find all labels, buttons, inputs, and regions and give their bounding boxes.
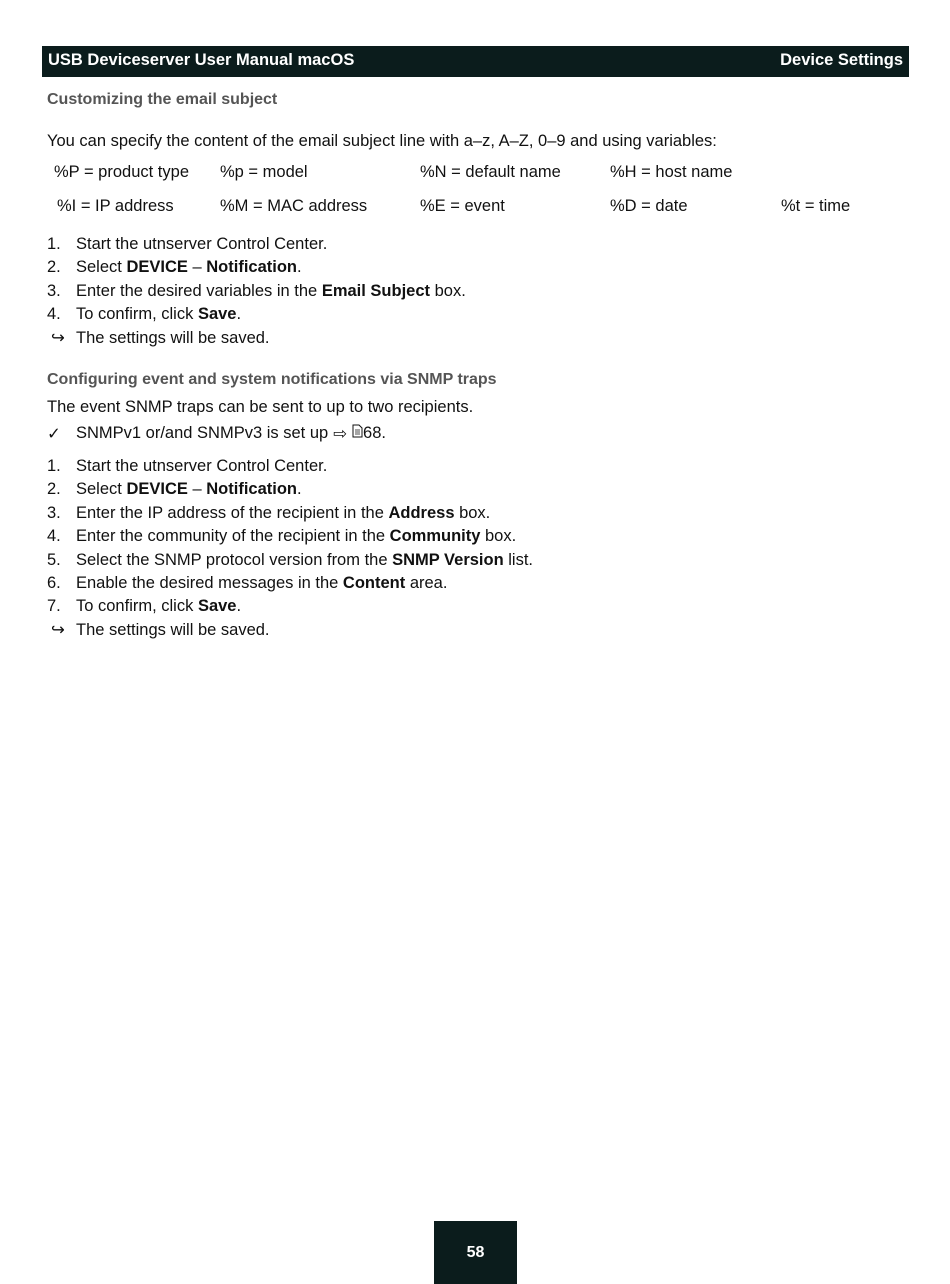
variable-item: %p = model: [220, 163, 308, 181]
page-icon: [352, 424, 363, 444]
step-text: Enable the desired messages in the Content area.: [76, 573, 448, 592]
variable-item: %t = time: [781, 197, 851, 215]
step-text: Enter the community of the recipient in the Community box.: [76, 527, 517, 546]
step-text: To confirm, click Save.: [76, 305, 242, 324]
ui-term: Notification: [206, 258, 297, 277]
step-text: Enter the IP address of the recipient in the Address box.: [76, 503, 491, 522]
step-number: 6.: [47, 573, 61, 592]
ui-term: Address: [388, 503, 455, 522]
step-item: [47, 455, 533, 478]
step-item: [47, 525, 533, 548]
variable-item: %P = product type: [54, 163, 189, 181]
step-item: [47, 280, 466, 303]
step-number: 3.: [47, 503, 61, 522]
step-item: [47, 502, 533, 525]
page-reference-link[interactable]: 68.: [363, 424, 386, 442]
ui-term: DEVICE: [126, 480, 188, 499]
snmp-intro: The event SNMP traps can be sent to up to two recipients.: [47, 398, 474, 416]
step-item: [47, 256, 466, 279]
step-text: To confirm, click Save.: [76, 597, 242, 616]
step-number: 2.: [47, 258, 61, 277]
snmp-steps: [47, 455, 533, 642]
step-text: Select the SNMP protocol version from the SNMP Version list.: [76, 550, 534, 569]
prerequisite-line: [47, 424, 386, 444]
chapter-title: Device Settings: [780, 51, 903, 69]
step-item: [47, 233, 466, 256]
result-item: [47, 327, 466, 350]
section-heading-email-subject: Customizing the email subject: [47, 91, 278, 108]
step-text: Start the utnserver Control Center.: [76, 457, 328, 475]
step-number: 4.: [47, 305, 61, 324]
step-text: Select DEVICE – Notification.: [76, 258, 302, 277]
page-number: 58: [466, 1243, 485, 1261]
ui-term: SNMP Version: [392, 550, 504, 569]
check-icon: ✓: [47, 425, 61, 443]
step-item: [47, 303, 466, 326]
step-number: 4.: [47, 527, 61, 546]
ui-term: Save: [197, 305, 237, 324]
step-number: 1.: [47, 235, 61, 253]
ui-term: Notification: [206, 480, 297, 499]
ui-term: Email Subject: [321, 281, 431, 300]
variable-item: %I = IP address: [57, 197, 174, 215]
result-arrow-icon: ↪: [51, 328, 65, 347]
page-header-bar: [42, 46, 909, 77]
arrow-icon: ⇨: [333, 425, 348, 443]
ui-term: Content: [342, 573, 406, 592]
step-text: Enter the desired variables in the Email Subject box.: [76, 281, 466, 300]
step-number: 7.: [47, 597, 61, 616]
email-subject-intro: You can specify the content of the email subject line with a–z, A–Z, 0–9 and using variables:: [47, 132, 717, 150]
ui-term: DEVICE: [126, 258, 188, 277]
step-number: 3.: [47, 281, 61, 300]
step-item: [47, 478, 533, 501]
variable-item: %M = MAC address: [220, 197, 368, 215]
page-number-box: [434, 1221, 517, 1284]
ui-term: Save: [197, 597, 237, 616]
result-arrow-icon: ↪: [51, 620, 65, 639]
variable-item: %H = host name: [610, 163, 733, 181]
step-item: [47, 595, 533, 618]
email-subject-steps: [47, 233, 466, 350]
manual-title: USB Deviceserver User Manual macOS: [48, 51, 355, 69]
section-heading-snmp-traps: Configuring event and system notifications via SNMP traps: [47, 371, 497, 388]
result-text: The settings will be saved.: [76, 328, 270, 347]
step-text: Select DEVICE – Notification.: [76, 480, 302, 499]
step-number: 5.: [47, 550, 61, 569]
variable-item: %D = date: [610, 197, 688, 215]
ui-term: Community: [389, 527, 481, 546]
step-number: 2.: [47, 480, 61, 499]
prerequisite-text: SNMPv1 or/and SNMPv3 is set up: [76, 424, 329, 442]
variable-item: %N = default name: [420, 163, 561, 181]
variable-item: %E = event: [420, 197, 505, 215]
step-item: [47, 549, 533, 572]
result-item: [47, 619, 533, 642]
step-number: 1.: [47, 457, 61, 475]
result-text: The settings will be saved.: [76, 620, 270, 639]
step-text: Start the utnserver Control Center.: [76, 235, 328, 253]
step-item: [47, 572, 533, 595]
